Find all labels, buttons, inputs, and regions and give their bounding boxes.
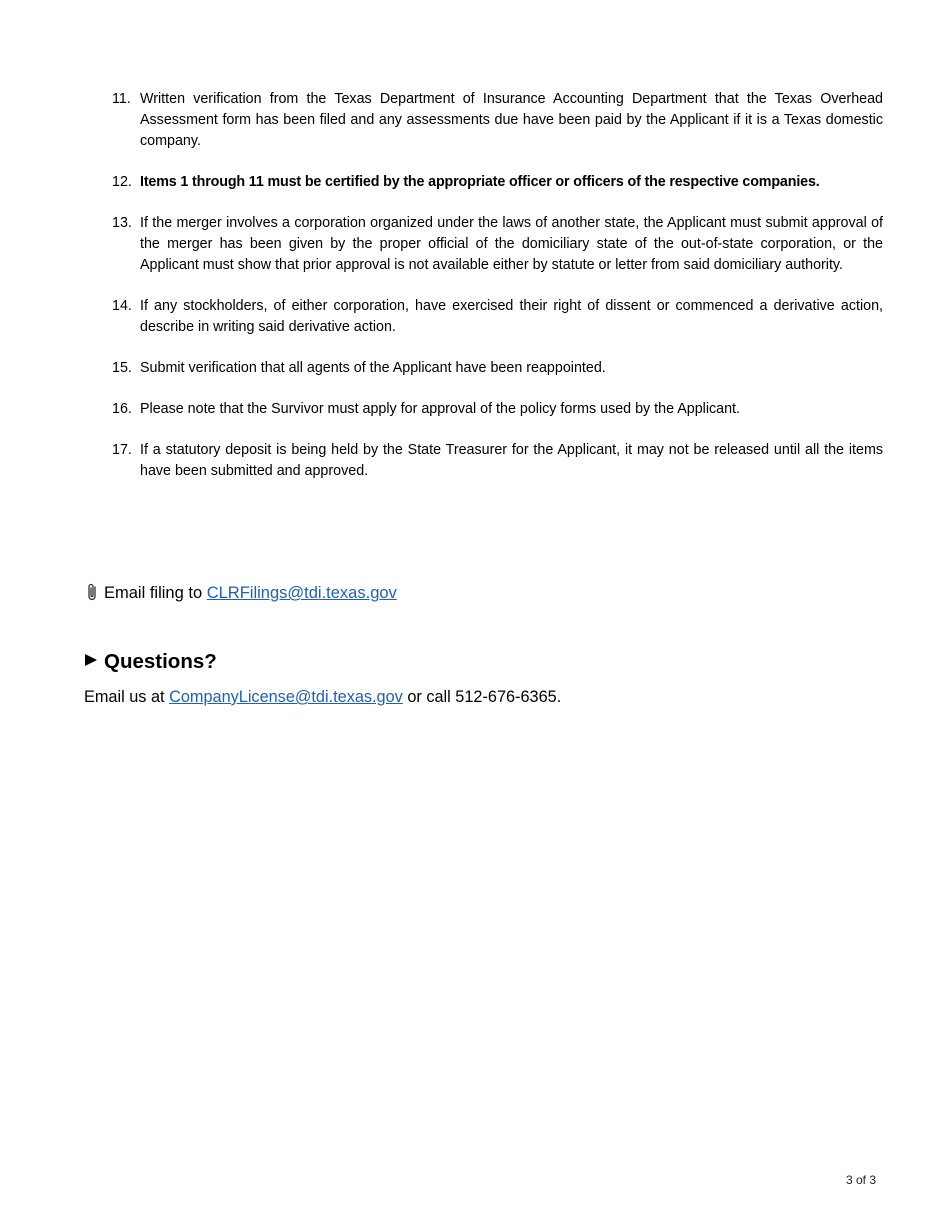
contact-suffix: or call 512-676-6365. bbox=[407, 688, 562, 706]
questions-heading-text: Questions? bbox=[104, 650, 217, 673]
list-item bbox=[112, 358, 883, 379]
email-filing-line bbox=[84, 582, 397, 604]
play-arrow-icon bbox=[84, 648, 98, 662]
company-license-email-link[interactable]: CompanyLicense@tdi.texas.gov bbox=[169, 688, 403, 706]
item-number: 12. bbox=[112, 174, 132, 190]
item-number: 17. bbox=[112, 442, 132, 458]
paperclip-icon bbox=[84, 582, 100, 602]
item-text: Written verification from the Texas Department of Insurance Accounting Department that the Texas Overhead Assessment form has been filed and any assessments due have been paid by the Applicant if it is a Texas domestic company. bbox=[140, 91, 883, 149]
item-number: 11. bbox=[112, 91, 131, 107]
list-item bbox=[112, 296, 883, 338]
item-number: 14. bbox=[112, 298, 132, 314]
item-text: If any stockholders, of either corporation, have exercised their right of dissent or commenced a derivative action, describe in writing said derivative action. bbox=[140, 298, 883, 335]
item-number: 16. bbox=[112, 401, 132, 417]
contact-line bbox=[84, 686, 561, 708]
requirements-list bbox=[112, 89, 883, 502]
contact-prefix: Email us at bbox=[84, 688, 165, 706]
questions-heading bbox=[84, 648, 217, 675]
item-text: Submit verification that all agents of the Applicant have been reappointed. bbox=[140, 360, 606, 376]
page-number: 3 of 3 bbox=[846, 1173, 877, 1187]
list-item bbox=[112, 172, 883, 193]
item-text: Please note that the Survivor must apply for approval of the policy forms used by the Applicant. bbox=[140, 401, 741, 417]
email-filing-prefix: Email filing to bbox=[104, 584, 203, 602]
list-item bbox=[112, 89, 883, 152]
list-item bbox=[112, 399, 883, 420]
list-item bbox=[112, 213, 883, 276]
item-number: 13. bbox=[112, 215, 132, 231]
item-text: Items 1 through 11 must be certified by the appropriate officer or officers of the respective companies. bbox=[140, 174, 820, 190]
clr-filings-email-link[interactable]: CLRFilings@tdi.texas.gov bbox=[206, 584, 397, 602]
item-text: If the merger involves a corporation organized under the laws of another state, the Applicant must submit approval of the merger has been given by the proper official of the domiciliary state of the out-of-state corporation, or the Applicant must show that prior approval is not available either by statute or letter from said domiciliary authority. bbox=[140, 215, 883, 273]
item-text: If a statutory deposit is being held by the State Treasurer for the Applicant, it may not be released until all the items have been submitted and approved. bbox=[140, 442, 883, 479]
list-item bbox=[112, 440, 883, 482]
item-number: 15. bbox=[112, 360, 132, 376]
